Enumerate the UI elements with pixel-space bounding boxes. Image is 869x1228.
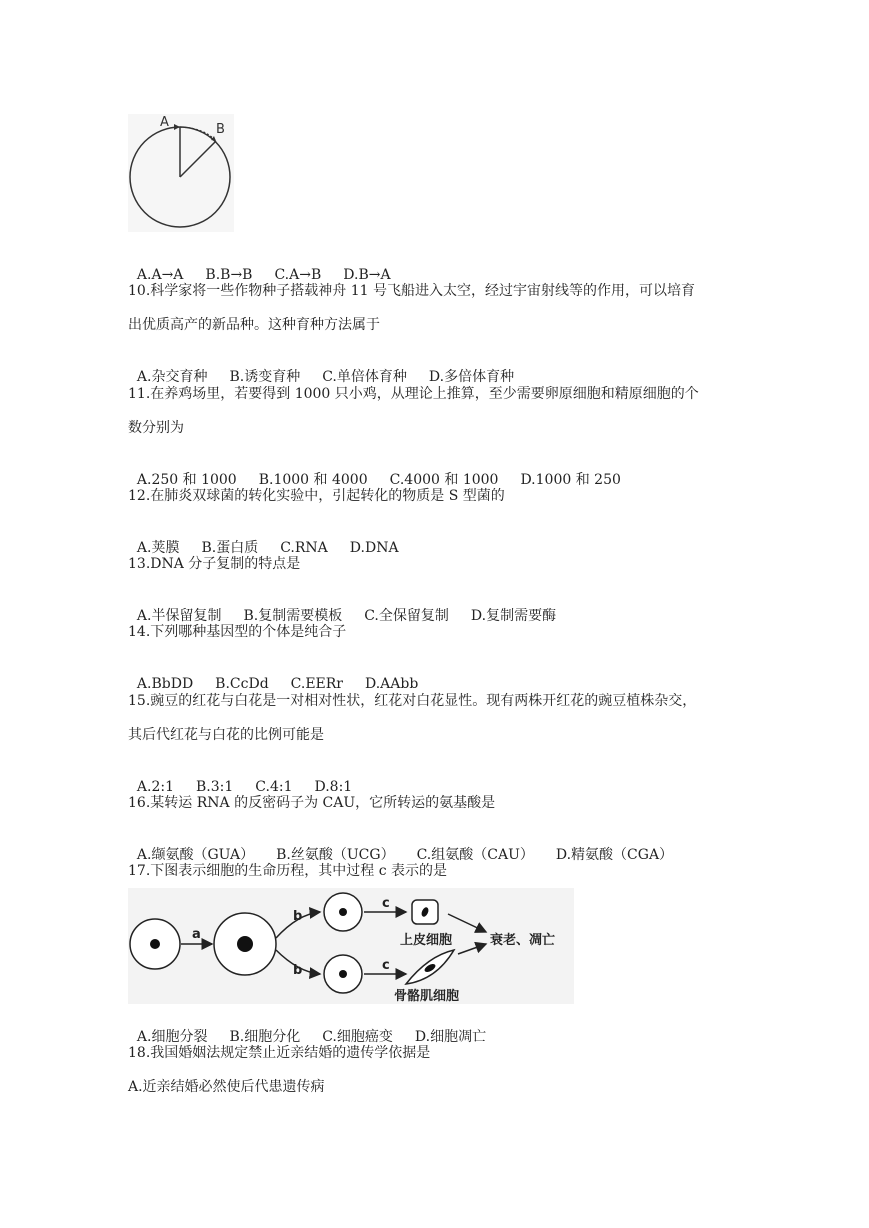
q10-option-c[interactable]: C.单倍体育种 <box>322 369 407 385</box>
q13-options <box>128 589 578 625</box>
q17-option-d[interactable]: D.细胞凋亡 <box>414 1029 487 1045</box>
q17-stem: 17.下图表示细胞的生命历程，其中过程 c 表示的是 <box>128 863 448 879</box>
q15-stem-line2: 其后代红花与白花的比例可能是 <box>128 727 324 743</box>
q13-option-c[interactable]: C.全保留复制 <box>364 608 449 624</box>
q16-stem: 16.某转运 RNA 的反密码子为 CAU，它所转运的氨基酸是 <box>128 795 496 811</box>
q10-option-b[interactable]: B.诱变育种 <box>229 369 301 385</box>
q13-option-b[interactable]: B.复制需要模板 <box>243 608 343 624</box>
arrow-c1-label: c <box>382 896 390 911</box>
q11-option-c[interactable]: C.4000 和 1000 <box>389 472 499 488</box>
q18-option-a[interactable]: A.近亲结婚必然使后代患遗传病 <box>128 1079 325 1095</box>
cell-cycle-circle-figure <box>128 114 234 232</box>
q17-option-c[interactable]: C.细胞癌变 <box>322 1029 393 1045</box>
label-a: A <box>160 115 169 130</box>
q13-option-d[interactable]: D.复制需要酶 <box>470 608 557 624</box>
q15-option-a[interactable]: A.2:1 <box>136 779 174 795</box>
q12-options <box>128 521 421 557</box>
q13-stem: 13.DNA 分子复制的特点是 <box>128 556 301 572</box>
q11-stem-line1: 11.在养鸡场里，若要得到 1000 只小鸡，从理论上推算，至少需要卵原细胞和精原细胞的个 <box>128 386 699 402</box>
arrow-b2-label: b <box>293 963 303 978</box>
q10-option-d[interactable]: D.多倍体育种 <box>428 369 515 385</box>
outcome-label: 衰老、凋亡 <box>490 933 556 948</box>
q9-option-a[interactable]: A.A→A <box>136 267 184 283</box>
q14-option-d[interactable]: D.AAbb <box>365 676 419 692</box>
q12-stem: 12.在肺炎双球菌的转化实验中，引起转化的物质是 S 型菌的 <box>128 488 505 504</box>
q10-options <box>128 350 536 386</box>
q15-options <box>128 760 374 796</box>
q16-option-d[interactable]: D.精氨酸（CGA） <box>555 847 674 863</box>
q13-option-a[interactable]: A.半保留复制 <box>136 608 222 624</box>
q14-stem: 14.下列哪种基因型的个体是纯合子 <box>128 624 347 640</box>
q11-option-b[interactable]: B.1000 和 4000 <box>258 472 368 488</box>
q10-stem-line1: 10.科学家将一些作物种子搭载神舟 11 号飞船进入太空，经过宇宙射线等的作用，可以培育 <box>128 283 695 299</box>
q14-options <box>128 657 440 693</box>
q17-option-b[interactable]: B.细胞分化 <box>229 1029 301 1045</box>
cell-life-process-figure <box>128 888 574 1004</box>
q11-options <box>128 453 643 489</box>
q12-option-d[interactable]: D.DNA <box>349 540 399 556</box>
q9-option-d[interactable]: D.B→A <box>343 267 391 283</box>
q9-options <box>128 248 413 284</box>
arrow-a-label: a <box>192 927 201 942</box>
q9-option-b[interactable]: B.B→B <box>205 267 253 283</box>
q17-option-a[interactable]: A.细胞分裂 <box>136 1029 208 1045</box>
q11-option-d[interactable]: D.1000 和 250 <box>520 472 621 488</box>
label-b: B <box>216 122 225 137</box>
q15-option-c[interactable]: C.4:1 <box>255 779 293 795</box>
epithelial-cell-label: 上皮细胞 <box>400 933 453 948</box>
q18-stem: 18.我国婚姻法规定禁止近亲结婚的遗传学依据是 <box>128 1045 431 1061</box>
q14-option-c[interactable]: C.EERr <box>290 676 343 692</box>
q11-stem-line2: 数分别为 <box>128 420 184 436</box>
arrow-c2-label: c <box>382 958 390 973</box>
q16-option-b[interactable]: B.丝氨酸（UCG） <box>276 847 395 863</box>
q15-stem-line1: 15.豌豆的红花与白花是一对相对性状，红花对白花显性。现有两株开红花的豌豆植株杂交， <box>128 693 697 709</box>
q12-option-a[interactable]: A.荚膜 <box>136 540 180 556</box>
q15-option-b[interactable]: B.3:1 <box>196 779 234 795</box>
q14-option-a[interactable]: A.BbDD <box>136 676 194 692</box>
q12-option-b[interactable]: B.蛋白质 <box>201 540 259 556</box>
skeletal-muscle-cell-label: 骨骼肌细胞 <box>394 989 460 1004</box>
q10-option-a[interactable]: A.杂交育种 <box>136 369 208 385</box>
q10-stem-line2: 出优质高产的新品种。这种育种方法属于 <box>128 317 380 333</box>
q16-option-c[interactable]: C.组氨酸（CAU） <box>416 847 534 863</box>
q9-option-c[interactable]: C.A→B <box>274 267 322 283</box>
q16-option-a[interactable]: A.缬氨酸（GUA） <box>136 847 255 863</box>
q11-option-a[interactable]: A.250 和 1000 <box>136 472 237 488</box>
q17-options <box>128 1010 508 1046</box>
q12-option-c[interactable]: C.RNA <box>280 540 328 556</box>
q16-options <box>128 828 695 864</box>
q15-option-d[interactable]: D.8:1 <box>314 779 353 795</box>
q14-option-b[interactable]: B.CcDd <box>215 676 269 692</box>
arrow-b1-label: b <box>293 909 303 924</box>
